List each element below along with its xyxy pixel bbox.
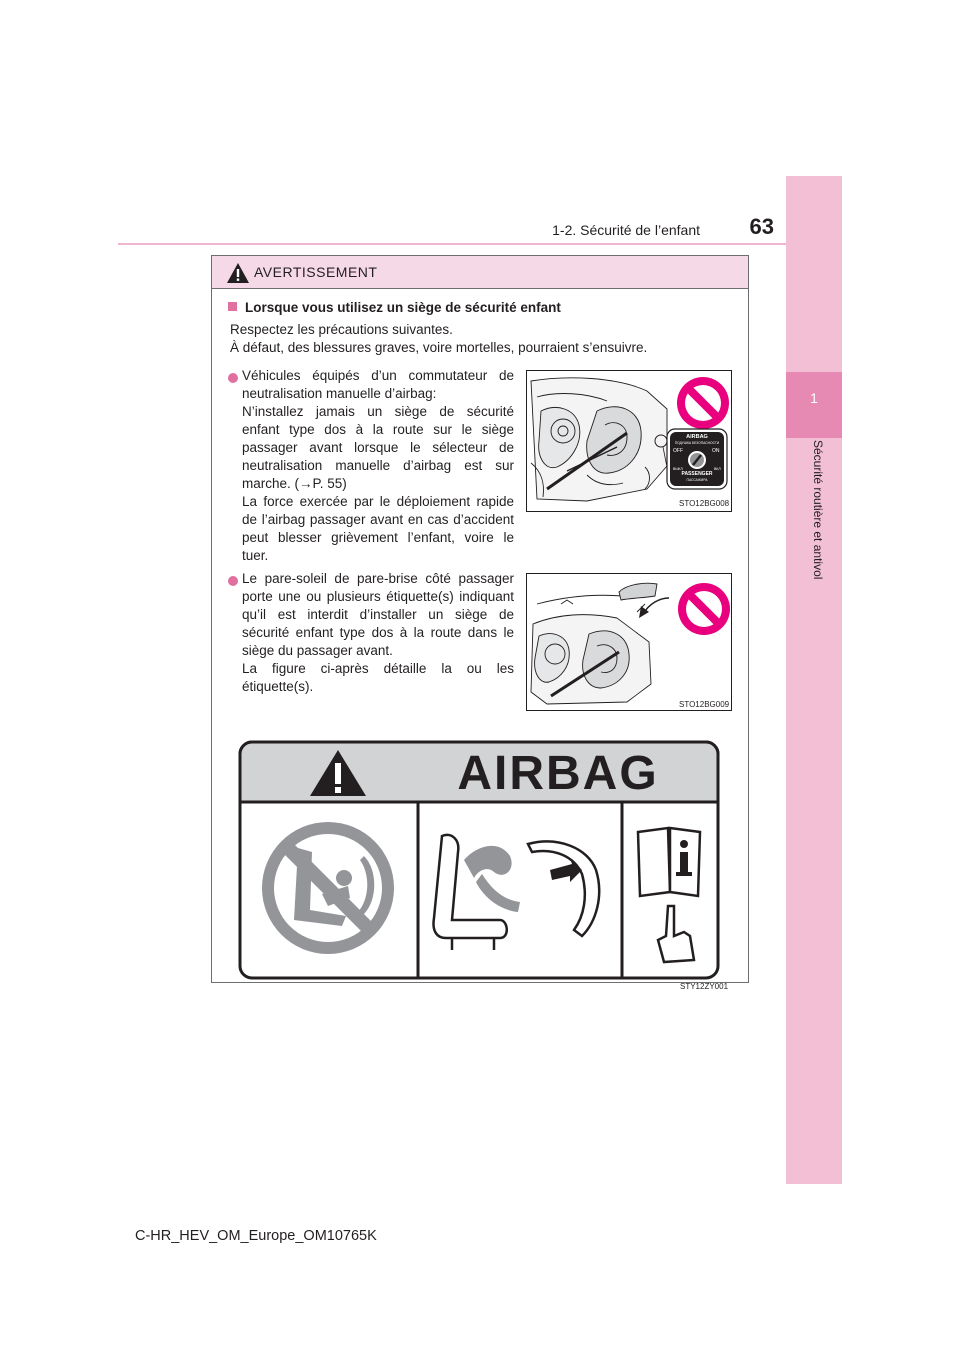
text-line: La figure ci-après détaille la ou les — [242, 661, 514, 676]
switch-passenger-text: PASSENGER — [681, 471, 713, 477]
bullet-text-2 — [242, 570, 514, 696]
text-line: Le pare-soleil de pare-brise côté passager — [242, 571, 514, 586]
square-bullet-icon — [228, 302, 237, 311]
side-tab — [786, 176, 842, 1184]
switch-off-sub-text: ВЫКЛ — [673, 467, 683, 471]
intro-line: À défaut, des blessures graves, voire mortelles, pourraient s’ensuivre. — [230, 340, 648, 355]
chapter-number: 1 — [810, 390, 818, 406]
figure-code: STY12ZY001 — [680, 982, 729, 991]
section-heading — [228, 300, 561, 315]
text-line: peut blesser grièvement l’enfant, voire le — [242, 530, 514, 545]
text-line: tuer. — [242, 548, 269, 563]
footer-document-id: C-HR_HEV_OM_Europe_OM10765K — [135, 1228, 377, 1244]
section-title: 1-2. Sécurité de l’enfant — [552, 222, 700, 238]
figure-code: STO12BG009 — [679, 700, 730, 709]
bullet-text-1 — [242, 367, 514, 565]
text-line: sécurité enfant type dos à la route dans le — [242, 625, 514, 640]
warning-title: AVERTISSEMENT — [254, 264, 378, 280]
warning-triangle-icon — [226, 262, 250, 284]
switch-on-sub-text: ВКЛ — [714, 467, 721, 471]
switch-label — [670, 434, 724, 446]
airbag-label-figure — [238, 740, 720, 980]
switch-off-text: OFF — [673, 448, 683, 454]
figure-code: STO12BG008 — [679, 499, 730, 508]
text-line: porte une ou plusieurs étiquette(s) indiquant — [242, 589, 514, 604]
key-switch-icon — [686, 449, 708, 471]
text-line: Véhicules équipés d’un commutateur de — [242, 368, 514, 383]
round-bullet-icon — [228, 373, 238, 383]
text-line: de l’airbag passager avant en cas d’accident — [242, 512, 514, 527]
switch-airbag-text: AIRBAG — [686, 434, 708, 440]
airbag-label-title: AIRBAG — [457, 747, 659, 800]
text-line: enfant type dos à la route sur le siège — [242, 422, 514, 437]
text-line: La force exercée par le déploiement rapide — [242, 494, 514, 509]
switch-russian-text: ПОДУШКА БЕЗОПАСНОСТИ — [674, 441, 720, 445]
text-line: qu’il est interdit d’installer un siège de — [242, 607, 514, 622]
section-heading-text: Lorsque vous utilisez un siège de sécurité enfant — [245, 300, 561, 315]
switch-on-text: ON — [712, 448, 720, 454]
text-line: N’installez jamais un siège de sécurité — [242, 404, 514, 419]
figure-airbag-switch — [526, 370, 732, 512]
intro-line: Respectez les précautions suivantes. — [230, 322, 453, 337]
warning-header — [212, 256, 748, 289]
round-bullet-icon — [228, 576, 238, 586]
page-reference-link[interactable]: marche. (→P. 55) — [242, 476, 347, 491]
page-number: 63 — [749, 214, 774, 239]
text-line: passager avant lorsque le sélecteur de — [242, 440, 514, 455]
switch-passenger — [670, 472, 724, 483]
chapter-label: Sécurité routière et antivol — [811, 440, 825, 580]
sun-visor-illustration — [527, 574, 732, 711]
figure-sun-visor — [526, 573, 732, 711]
text-line: étiquette(s). — [242, 679, 314, 694]
text-line: siège du passager avant. — [242, 643, 393, 658]
text-line: neutralisation manuelle d’airbag: — [242, 386, 437, 401]
header-rule — [118, 243, 786, 245]
switch-passenger-russian-text: ПАССАЖИРА — [686, 477, 708, 482]
text-line: neutralisation manuelle d’airbag est sur — [242, 458, 514, 473]
